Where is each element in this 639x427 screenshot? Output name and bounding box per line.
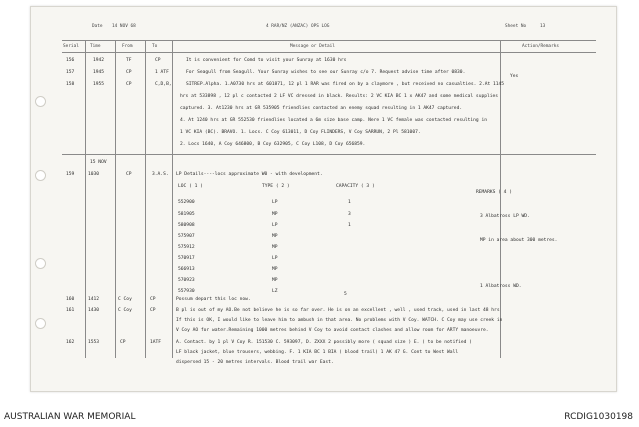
col-message: Message or Detail xyxy=(290,44,335,49)
archive-id: RCDIG1030198 xyxy=(564,412,633,422)
col-serial: Serial xyxy=(63,44,79,49)
col-divider xyxy=(500,40,501,358)
sheet-value: 13 xyxy=(540,24,546,29)
date-label: Date xyxy=(92,24,103,29)
punch-hole xyxy=(35,318,46,329)
archive-credit: AUSTRALIAN WAR MEMORIAL xyxy=(4,412,136,422)
log-sheet xyxy=(30,6,617,392)
col-divider xyxy=(115,40,116,358)
col-to: To xyxy=(152,44,158,49)
col-divider xyxy=(172,40,173,358)
col-time: Time xyxy=(90,44,101,49)
col-divider xyxy=(145,40,146,358)
col-action: Action/Remarks xyxy=(522,44,560,49)
punch-hole xyxy=(35,170,46,181)
date-note: 15 NOV xyxy=(90,160,107,165)
header-rule xyxy=(62,52,596,53)
sheet-label: Sheet No xyxy=(505,24,527,29)
action-remark: Yes xyxy=(510,74,519,79)
header-rule xyxy=(62,40,596,41)
log-title: 4 RAR/NZ (ANZAC) OPS LOG xyxy=(266,24,330,29)
col-divider xyxy=(85,40,86,358)
col-from: From xyxy=(122,44,133,49)
punch-hole xyxy=(35,96,46,107)
date-value: 14 NOV 68 xyxy=(112,24,136,29)
punch-hole xyxy=(35,258,46,269)
row-rule xyxy=(62,154,596,155)
